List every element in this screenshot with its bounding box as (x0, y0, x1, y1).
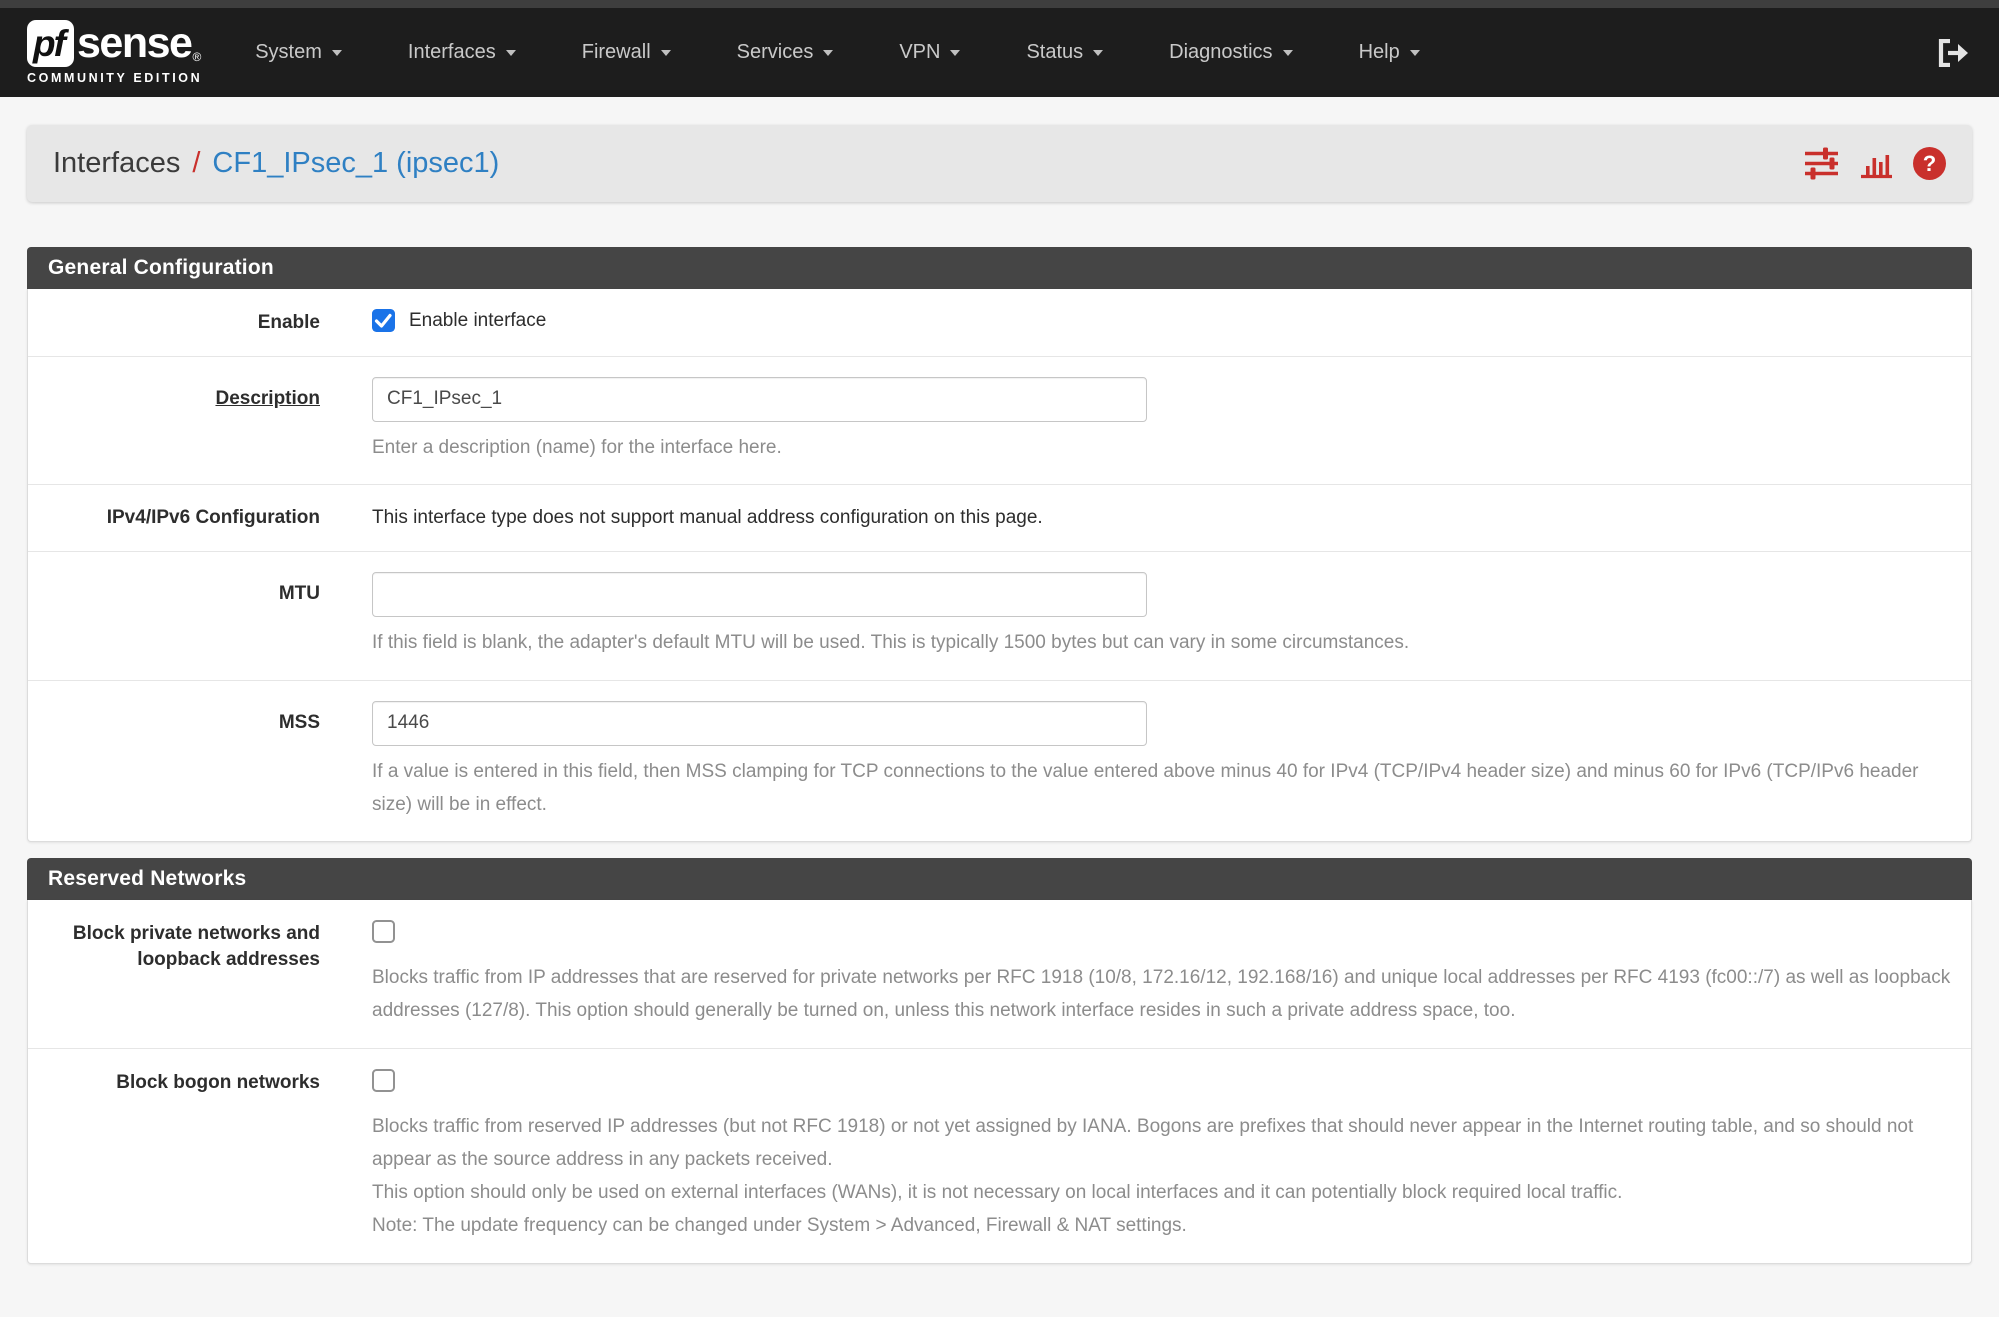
panel-reserved-networks (27, 858, 1972, 1264)
community-edition-label: COMMUNITY EDITION (27, 71, 203, 85)
top-strip (0, 0, 1999, 8)
breadcrumb (53, 147, 499, 180)
block-bogon-help-line: This option should only be used on external interfaces (WANs), it is not necessary on local interfaces and it can potentially block required local traffic. (372, 1182, 1623, 1204)
panel-body (27, 289, 1972, 842)
panel-body (27, 900, 1972, 1264)
field-label-description: Description (215, 387, 320, 409)
nav-item-diagnostics[interactable]: Diagnostics (1136, 41, 1325, 64)
chevron-down-icon (1283, 50, 1293, 56)
nav-menu (222, 41, 1452, 64)
navbar (0, 8, 1999, 97)
form-row-mtu (28, 552, 1971, 680)
block-bogon-help-line: Note: The update frequency can be changed under System > Advanced, Firewall & NAT settings. (372, 1215, 1187, 1237)
chevron-down-icon (332, 50, 342, 56)
sense-wordmark: sense ® (77, 19, 202, 67)
mss-help: If a value is entered in this field, then MSS clamping for TCP connections to the value entered above minus 40 for IPv4 (TCP/IPv4 header size) and minus 60 for IPv6 (TCP/IPv6 header size) will be in effect. (372, 760, 1919, 815)
description-help: Enter a description (name) for the interface here. (372, 436, 782, 458)
block-bogon-help (372, 1110, 1951, 1243)
field-label-ip-configuration: IPv4/IPv6 Configuration (106, 506, 320, 528)
chevron-down-icon (661, 50, 671, 56)
field-label-block-private: Block private networks and loopback addresses (72, 923, 320, 970)
pf-logo-mark: pf (27, 20, 74, 67)
breadcrumb-separator: / (192, 147, 201, 179)
nav-item-help[interactable]: Help (1326, 41, 1453, 64)
chevron-down-icon (950, 50, 960, 56)
block-bogon-checkbox[interactable] (372, 1069, 395, 1092)
mss-input[interactable] (372, 701, 1147, 746)
form-row-enable (28, 289, 1971, 357)
nav-item-status[interactable]: Status (993, 41, 1136, 64)
pfsense-logo[interactable] (27, 20, 202, 85)
sliders-icon[interactable] (1804, 147, 1840, 180)
panel-title: Reserved Networks (27, 858, 1972, 900)
form-row-block-private (28, 900, 1971, 1049)
chevron-down-icon (506, 50, 516, 56)
field-label-block-bogon: Block bogon networks (116, 1071, 320, 1093)
page-header (27, 125, 1972, 202)
nav-item-interfaces[interactable]: Interfaces (375, 41, 549, 64)
breadcrumb-section: Interfaces (53, 147, 181, 179)
help-icon[interactable]: ? (1913, 147, 1946, 180)
chevron-down-icon (1410, 50, 1420, 56)
description-input[interactable] (372, 377, 1147, 422)
panel-title: General Configuration (27, 247, 1972, 289)
breadcrumb-page-link[interactable]: CF1_IPsec_1 (ipsec1) (212, 147, 500, 179)
sign-out-icon[interactable] (1938, 39, 1969, 67)
form-row-mss (28, 681, 1971, 842)
enable-interface-checkbox[interactable] (372, 309, 395, 332)
field-label-mss: MSS (278, 711, 320, 733)
mtu-help: If this field is blank, the adapter's default MTU will be used. This is typically 1500 bytes but can vary in some circumstances. (372, 632, 1410, 654)
field-label-enable: Enable (257, 312, 320, 333)
chevron-down-icon (823, 50, 833, 56)
form-row-block-bogon (28, 1049, 1971, 1263)
form-row-ip-configuration (28, 485, 1971, 553)
nav-item-services[interactable]: Services (704, 41, 867, 64)
chevron-down-icon (1093, 50, 1103, 56)
block-private-help: Blocks traffic from IP addresses that are reserved for private networks per RFC 1918 (10/8, 172.16/12, 192.168/16) and unique local addresses per RFC 4193 (fc00::/7) as well as loopback addresses (127/8). This option should generally be turned on, unless this network interface resides in such a private address space, too. (372, 967, 1951, 1022)
ip-configuration-text: This interface type does not support manual address configuration on this page. (372, 506, 1043, 528)
bar-chart-icon[interactable] (1859, 147, 1894, 180)
header-actions (1804, 147, 1946, 180)
nav-item-firewall[interactable]: Firewall (549, 41, 704, 64)
block-private-checkbox[interactable] (372, 920, 395, 943)
nav-item-vpn[interactable]: VPN (866, 41, 993, 64)
panel-general-configuration (27, 247, 1972, 842)
nav-item-system[interactable]: System (222, 41, 375, 64)
registered-mark: ® (192, 50, 202, 64)
mtu-input[interactable] (372, 572, 1147, 617)
checkbox-label: Enable interface (409, 309, 547, 331)
block-bogon-help-line: Blocks traffic from reserved IP addresses (but not RFC 1918) or not yet assigned by IANA. Bogons are prefixes that should never appear in the Internet routing table, and so should not appear as the source address in any packets received. (372, 1115, 1914, 1170)
field-label-mtu: MTU (278, 583, 320, 605)
form-row-description (28, 357, 1971, 485)
